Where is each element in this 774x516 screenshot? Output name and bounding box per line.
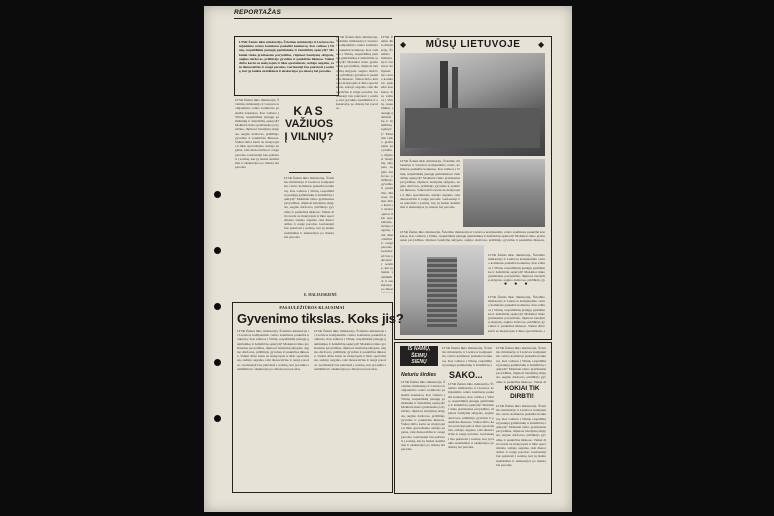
body-column: LTSR Žemės ūkio ministerija, Švietimo ministerija ir Lietuvos komjaunimo centro komitetas paskelbė konkursą. Kas važiuos į Vilnių, respublikinį jaunųjų gamtininkų ir žemdirbių sąskrydį? Mokiniai rinko gražiausius pavyzdžius, rūpinosi bandymų sklypais, augino daržoves, prižiūrėjo gyvulius ir paukščius ūkiuose. Vaikai dirbo kartu su mokytojais ir ūkio specialistais, stebėjo augalus, rašė dienoraščius ir rengė parodas. Geriausieji bus pakviesti į sostinę, kur jų laukia susitikimai ir ekskursijos po miestą bei parodas. xyxy=(448,382,494,450)
diamond-icon: ◆ xyxy=(538,40,545,49)
kokiai-line: KOKIAI TIK xyxy=(504,385,540,392)
body-column: LTSR Žemės ūkio ministerija, Švietimo ministerija ir Lietuvos komjaunimo centro komitetas paskelbė konkursą. Kas važiuos į Vilnių, respublikinį jaunųjų gamtininkų ir žemdirbių sąskrydį? Mokiniai rinko gražiausius pavyzdžius, rūpinosi bandymų sklypais, augino daržoves, prižiūrėjo gyvulius ir paukščius ūkiuose. Vaikai dirbo kartu su mokytojais ir ūkio specialistais, stebėjo augalus, rašė dienoraščius ir rengė parodas. Geriausieji bus pakviesti į sostinę, kur jų laukia susitikimai ir ekskursijos po miestą bei parodas. xyxy=(336,35,378,111)
gyvenimo-headline: Gyvenimo tikslas. Koks jis? xyxy=(237,311,404,326)
main-headline xyxy=(284,104,334,170)
is-namu-line: ŠEIMŲ xyxy=(411,352,427,359)
tower-building xyxy=(427,257,457,327)
headline-rule xyxy=(289,172,331,173)
intro-text: LTSR Žemės ūkio ministerija, Švietimo ministerija ir Lietuvos komjaunimo centro komitetas paskelbė konkursą. Kas važiuos į Vilnių, respublikinį jaunųjų gamtininkų ir žemdirbių sąskrydį? Mokiniai rinko gražiausius pavyzdžius, rūpinosi bandymų sklypais, augino daržoves, prižiūrėjo gyvulius ir paukščius ūkiuose. Vaikai dirbo kartu su mokytojais ir ūkio specialistais, stebėjo augalus, rašė dienoraščius ir rengė parodas. Geriausieji bus pakviesti į sostinę, kur jų laukia susitikimai ir ekskursijos po miestą bei parodas. xyxy=(239,40,334,74)
kokiai-line: DIRBTI! xyxy=(510,393,534,400)
is-namu-logo xyxy=(400,346,438,366)
body-column: LTSR Žemės ūkio ministerija, Švietimo ministerija ir Lietuvos komjaunimo centro komitetas paskelbė konkursą. Kas važiuos į Vilnių, respublikinį jaunųjų gamtininkų ir žemdirbių sąskrydį? Mokiniai rinko gražiausius pavyzdžius, rūpinosi bandymų sklypais, augino daržoves, prižiūrėjo gyvulius ir paukščius ūkiuose. Vaikai di xyxy=(496,346,546,384)
binder-hole xyxy=(214,191,221,198)
body-column: LTSR Žemės ūkio ministerija, Švietimo ministerija ir Lietuvos komjaunimo centro komitetas paskelbė konkursą. Kas važiuos į Vilnių, respublikinį jaunųjų gamtininkų ir žemdirbių sąskrydį? Mokiniai rinko gražiausius pavyzdžius, rūpinosi bandymų sklypais, augino daržoves, prižiūrėjo gyvulius ir paukščius ūkiuose. Vaikai dirbo kartu su mokytojais ir ūkio specialistais, stebėjo augalus, rašė dienoraščius ir rengė parodas. Geriausieji bus pakviesti į sostinę, kur jų laukia susitikimai ir ekskursijos po miestą bei parodas. xyxy=(284,176,334,239)
tower-photo xyxy=(400,245,484,335)
section-title: MŪSŲ LIETUVOJE xyxy=(425,39,521,50)
newspaper-page xyxy=(204,6,572,512)
body-column: LTSR Žemės ūkio ministerija, Švietimo ministerija ir Lietuvos komjaunimo centro komitetas paskelbė konkursą. Kas važiuos į Vilnių, respublikinį jaunųjų gamtininkų ir žemdirbių sąskrydį? Mokiniai rinko gražiausius pavyzdžius, rūpinosi bandymų sklypais, augino daržoves, prižiūrėjo gyvulius ir paukščius ūkiuose. Vaikai dirbo kartu su mokytojais ir ūkio specialistais, stebėjo augalus, rašė dienoraščius ir rengė parodas. Geriausieji bus pakviesti į sostinę, kur jų laukia susitikimai ir ekskursijos po miestą bei parodas. xyxy=(235,98,279,170)
binder-hole xyxy=(214,359,221,366)
kokiai-headline xyxy=(496,385,548,401)
section-text: LTSR Žemės ūkio ministerija, Švietimo ministerija ir Lietuvos komjaunimo centro komitetas paskelbė konkursą. Kas važiuos į Vilnių, respublikinį jaunųjų gamtininkų ir žemdirbių sąskrydį? Mokiniai rinko gražiausius pavyzdžius, rūpinosi bandymų sklypais, augino daržoves, prižiūrėjo gyvulius ir paukščius ūkiuose. Vaikai dirbo kartu su mokytojais ir ūkio specialistais, stebėjo augalus, rašė dienoraščius ir rengė parodas. Geriausieji bus pakviesti į sostinę, kur jų laukia susitikimai ir ekskursijos po miestą bei parodas. xyxy=(400,159,460,210)
binder-hole xyxy=(214,415,221,422)
section-text: LTSR Žemės ūkio ministerija, Švietimo ministerija ir Lietuvos komjaunimo centro komitetas paskelbė konkursą. Kas važiuos į Vilnių, respublikinį jaunųjų gamtininkų ir žemdirbių sąskrydį? Mokiniai rinko gražiausius pavyzdžius, rūpinosi bandymų sklypais, augino daržoves, prižiūrėjo gyvulius ir paukščius ūkiuose. Vaikai dirbo kartu su mokytojais ir ūkio specialistais, s xyxy=(488,295,545,333)
body-column: LTSR Žemės ūkio ministerija, Švietimo ministerija ir Lietuvos komjaunimo centro komitetas paskelbė konkursą. Kas važiuos į Vilnių, respublikinį jaunųjų gamtininkų ir žemdirbių sąskrydį? Mokiniai rinko gražiausius pavyzdžius, rūpinosi bandymų sklypais, augino daržoves, prižiūrėjo gyvulius ir paukščius ūkiuose. Vaikai dirbo kartu su mokytojais ir ūkio specialistais, stebėjo augalus, rašė dienoraščius ir rengė parodas. Geriausieji bus pakviesti į sostinę, kur jų laukia susitikimai ir ekskursijos po miestą bei parodas. xyxy=(496,404,546,467)
building-photo xyxy=(463,159,545,227)
binder-hole xyxy=(214,247,221,254)
pasaulio-label: PASAULĖŽIŪROS KLAUSIMAI xyxy=(279,305,345,310)
factory-photo xyxy=(400,53,545,156)
dots: ● ● ● xyxy=(504,282,531,287)
section-text: LTSR Žemės ūkio ministerija, Švietimo ministerija ir Lietuvos komjaunimo centro komitetas paskelbė konkursą. Kas važiuos į Vilnių, respublikinį jaunųjų gamtininkų ir žemdirbių s xyxy=(442,346,492,367)
rubric-label: REPORTAŽAS xyxy=(234,9,282,16)
section-text: LTSR Žemės ūkio ministerija, Švietimo ministerija ir Lietuvos komjaunimo centro komitetas paskelbė konkursą. Kas važiuos į Vilnių, respublikinį jaunųjų gamtininkų ir žemdirbių sąskrydį? Mokiniai rinko gražiausius pavyzdžius, rūpinosi bandymų sklypais, augino daržoves, prižiūrėjo gy xyxy=(488,253,545,283)
section-caption: LTSR Žemės ūkio ministerija, Švietimo ministerija ir Lietuvos komjaunimo centro komitetas paskelbė konkursą. Kas važiuos į Vilnių, respublikinį jaunųjų gamtininkų ir žemdirbių sąskrydį? Mokiniai rinko gražiausius pavyzdžius, rūpinosi bandymų sklypais, augino daržoves, prižiūrėjo gyvulius ir paukščius ūkiuose. xyxy=(400,230,545,242)
is-namu-line: IŠ NAMŲ, xyxy=(407,346,431,352)
author: E. MALIAUSKIENĖ xyxy=(304,293,337,297)
diamond-icon: ◆ xyxy=(400,40,407,49)
binder-hole xyxy=(214,303,221,310)
nejautru-title: Neturiu širdies xyxy=(401,372,437,378)
body-column: LTSR Žemės ūkio ministerija, Švietimo ministerija ir Lietuvos komjaunimo centro komitetas paskelbė konkursą. Kas važiuos į Vilnių, respublikinį jaunųjų gamtininkų ir žemdirbių sąskrydį? Mokiniai rinko gražiausius pavyzdžius, rūpinosi bandymų sklypais, augino daržoves, prižiūrėjo gyvulius ir paukščius ūkiuose. Vaikai dirbo kartu su mokytojais ir ūkio specialistais, stebėjo augalus, rašė dienoraščius ir rengė parodas. Geriausieji bus pakviesti į sostinę, kur jų laukia susitikimai ir ekskursijos po miest xyxy=(381,35,393,292)
body-column: LTSR Žemės ūkio ministerija, Švietimo ministerija ir Lietuvos komjaunimo centro komitetas paskelbė konkursą. Kas važiuos į Vilnių, respublikinį jaunųjų gamtininkų ir žemdirbių sąskrydį? Mokiniai rinko gražiausius pavyzdžius, rūpinosi bandymų sklypais, augino daržoves, prižiūrėjo gyvulius ir paukščius ūkiuose. Vaikai dirbo kartu su mokytojais ir ūkio specialistais, stebėjo augalus, rašė dienoraščius ir rengė parodas. Geriausieji bus pakviesti į sostinę, kur jų laukia susitikimai ir ekskursijos po miestą bei parodas. xyxy=(237,329,309,371)
headline-line: KAS xyxy=(293,104,325,118)
factory-buildings xyxy=(405,108,540,148)
rubric-rule xyxy=(234,18,392,19)
headline-line: Į VILNIŲ? xyxy=(284,131,334,143)
headline-line: VAŽIUOS xyxy=(284,118,334,130)
sako-title: SAKO... xyxy=(449,370,483,380)
intro-box xyxy=(234,36,339,96)
body-column: LTSR Žemės ūkio ministerija, Švietimo ministerija ir Lietuvos komjaunimo centro komitetas paskelbė konkursą. Kas važiuos į Vilnių, respublikinį jaunųjų gamtininkų ir žemdirbių sąskrydį? Mokiniai rinko gražiausius pavyzdžius, rūpinosi bandymų sklypais, augino daržoves, prižiūrėjo gyvulius ir paukščius ūkiuose. Vaikai dirbo kartu su mokytojais ir ūkio specialistais, stebėjo augalus, rašė dienoraščius ir rengė parodas. Geriausieji bus pakviesti į sostinę, kur jų laukia susitikimai ir ekskursijos po miestą bei parodas. xyxy=(314,329,386,371)
is-namu-line: SIENŲ xyxy=(411,359,427,365)
body-column: LTSR Žemės ūkio ministerija, Švietimo ministerija ir Lietuvos komjaunimo centro komitetas paskelbė konkursą. Kas važiuos į Vilnių, respublikinį jaunųjų gamtininkų ir žemdirbių sąskrydį? Mokiniai rinko gražiausius pavyzdžius, rūpinosi bandymų sklypais, augino daržoves, prižiūrėjo gyvulius ir paukščius ūkiuose. Vaikai dirbo kartu su mokytojais ir ūkio specialistais, stebėjo augalus, rašė dienoraščius ir rengė parodas. Geriausieji bus pakviesti į sostinę, kur jų laukia susitikimai ir ekskursijos po miestą bei parodas. xyxy=(401,380,445,452)
